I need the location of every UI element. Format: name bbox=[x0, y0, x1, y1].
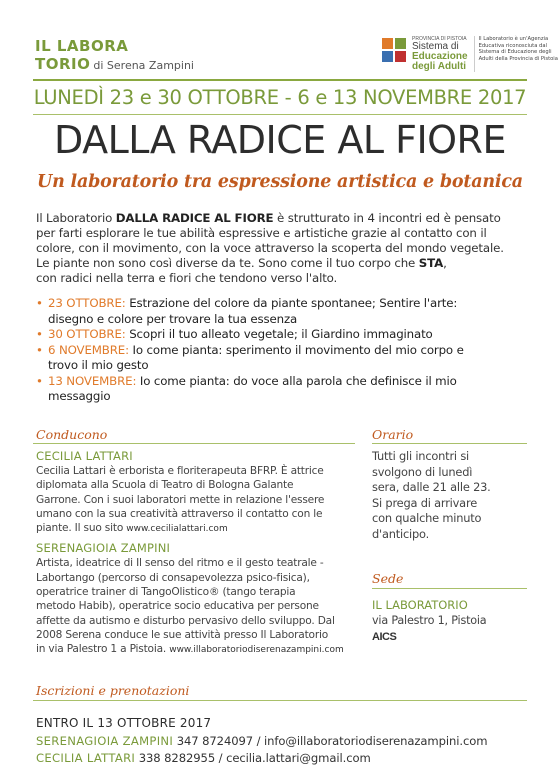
conducono-divider bbox=[33, 443, 355, 444]
session-item-cont: trovo il mio gesto bbox=[48, 358, 149, 372]
session-list bbox=[36, 296, 530, 405]
orario-divider bbox=[372, 443, 527, 444]
sea-line-2: Educazione bbox=[412, 51, 468, 62]
person-bio-cecilia: Cecilia Lattari è erborista e floriterapeuta BFRP. È attrice diplomata alla Scuola di Teatro di Bologna Galante Garrone. Con i suoi laboratori mette in relazione l'essere umano con la sua creatività attraverso il contatto con le piante. Il suo sito www.cecilialattari.com bbox=[36, 465, 325, 535]
orario-text: Tutti gli incontri si svolgono di lunedì sera, dalle 21 alle 23. Si prega di arrivare con qualche minuto d'anticipo. bbox=[372, 449, 491, 541]
sede-heading: Sede bbox=[372, 571, 404, 586]
session-item-cont: messaggio bbox=[48, 389, 111, 403]
iscrizioni-heading: Iscrizioni e prenotazioni bbox=[36, 683, 190, 698]
venue-address: via Palestro 1, Pistoia bbox=[372, 614, 487, 627]
intro-paragraph: Il Laboratorio DALLA RADICE AL FIORE è strutturato in 4 incontri ed è pensato per farti esplorare le tue abilità espressive e artistiche grazie al contatto con il colore, con il movimento, con la voce attraverso la scoperta del mondo vegetale. Le piante non sono così diverse da te. Sono come il tuo corpo che STA, con radici nella terra e fiori che tendono verso l'alto. bbox=[36, 211, 504, 285]
person-bio-serena: Artista, ideatrice di Il senso del ritmo e il gesto teatrale - Labortango (percorso di consapevolezza psico-fisica), operatrice trainer di TangoOlistico® (tango terapia metodo Habib), operatrice socio educativa per persone affette da autismo e disturbo pervasivo dello sviluppo. Dal 2008 Serena conduce le sue attività presso Il Laboratorio in via Palestro 1 a Pistoia. www.illaboratoriodiserenazampini.com bbox=[36, 557, 344, 656]
email-serena[interactable]: info@illaboratoriodiserenazampini.com bbox=[264, 734, 488, 748]
intro-sta-bold: STA bbox=[418, 256, 444, 270]
sea-province: PROVINCIA DI PISTOIA bbox=[412, 36, 467, 42]
orario-heading: Orario bbox=[372, 427, 414, 442]
sea-emblem-icon bbox=[382, 38, 408, 64]
phone-cecilia[interactable]: 338 8282955 bbox=[135, 751, 216, 765]
logo-line-1: IL LABORA bbox=[35, 37, 129, 55]
registration-deadline: ENTRO IL 13 OTTOBRE 2017 bbox=[36, 716, 212, 730]
venue-name: IL LABORATORIO bbox=[372, 598, 468, 612]
intro-title-bold: DALLA RADICE AL FIORE bbox=[115, 211, 274, 225]
logo-author: di Serena Zampini bbox=[93, 59, 194, 72]
sea-line-1: Sistema di bbox=[412, 41, 459, 52]
contact-row-cecilia: CECILIA LATTARI 338 8282955 / cecilia.lattari@gmail.com bbox=[36, 751, 371, 765]
aics-logo: AICS bbox=[372, 631, 397, 643]
orario-section bbox=[372, 449, 532, 542]
sea-logo bbox=[382, 36, 560, 72]
iscrizioni-divider bbox=[33, 700, 527, 701]
conducono-section bbox=[36, 449, 356, 658]
page-subtitle: Un laboratorio tra espressione artistica e botanica bbox=[37, 172, 523, 192]
sea-line-3: degli Adulti bbox=[412, 61, 467, 72]
conducono-heading: Conducono bbox=[36, 427, 108, 442]
session-item: • 13 NOVEMBRE: Io come pianta: do voce alla parola che definisce il mio bbox=[36, 374, 530, 390]
serena-website-link[interactable]: www.illaboratoriodiserenazampini.com bbox=[169, 645, 344, 656]
phone-serena[interactable]: 347 8724097 bbox=[173, 734, 254, 748]
email-cecilia[interactable]: cecilia.lattari@gmail.com bbox=[226, 751, 371, 765]
dates-divider bbox=[33, 114, 527, 115]
session-item-cont: disegno e colore per trovare la tua essenza bbox=[48, 311, 298, 326]
person-name-cecilia: CECILIA LATTARI bbox=[36, 449, 133, 463]
logo-line-2: TORIO bbox=[35, 55, 91, 73]
session-item: • 30 OTTOBRE: Scopri il tuo alleato vegetale; il Giardino immaginato bbox=[36, 327, 530, 343]
sede-divider bbox=[372, 588, 527, 589]
contact-row-serena: SERENAGIOIA ZAMPINI 347 8724097 / info@illaboratoriodiserenazampini.com bbox=[36, 734, 488, 748]
sea-description: Il Laboratorio è un'Agenzia Educativa riconosciuta dal Sistema di Educazione degli Adulti della Provincia di Pistoia bbox=[474, 36, 560, 72]
sede-section bbox=[372, 598, 532, 643]
person-name-serena: SERENAGIOIA ZAMPINI bbox=[36, 541, 171, 556]
session-item: • 23 OTTOBRE: Estrazione del colore da piante spontanee; Sentire l'arte: bbox=[36, 296, 530, 312]
event-dates: LUNEDÌ 23 e 30 OTTOBRE - 6 e 13 NOVEMBRE 2017 bbox=[33, 86, 527, 109]
top-divider bbox=[33, 79, 527, 81]
session-item: • 6 NOVEMBRE: Io come pianta: sperimento il movimento del mio corpo e bbox=[36, 343, 530, 359]
cecilia-website-link[interactable]: www.cecilialattari.com bbox=[126, 524, 228, 535]
page-title: DALLA RADICE AL FIORE bbox=[54, 118, 506, 162]
laboratorio-logo bbox=[35, 37, 194, 75]
